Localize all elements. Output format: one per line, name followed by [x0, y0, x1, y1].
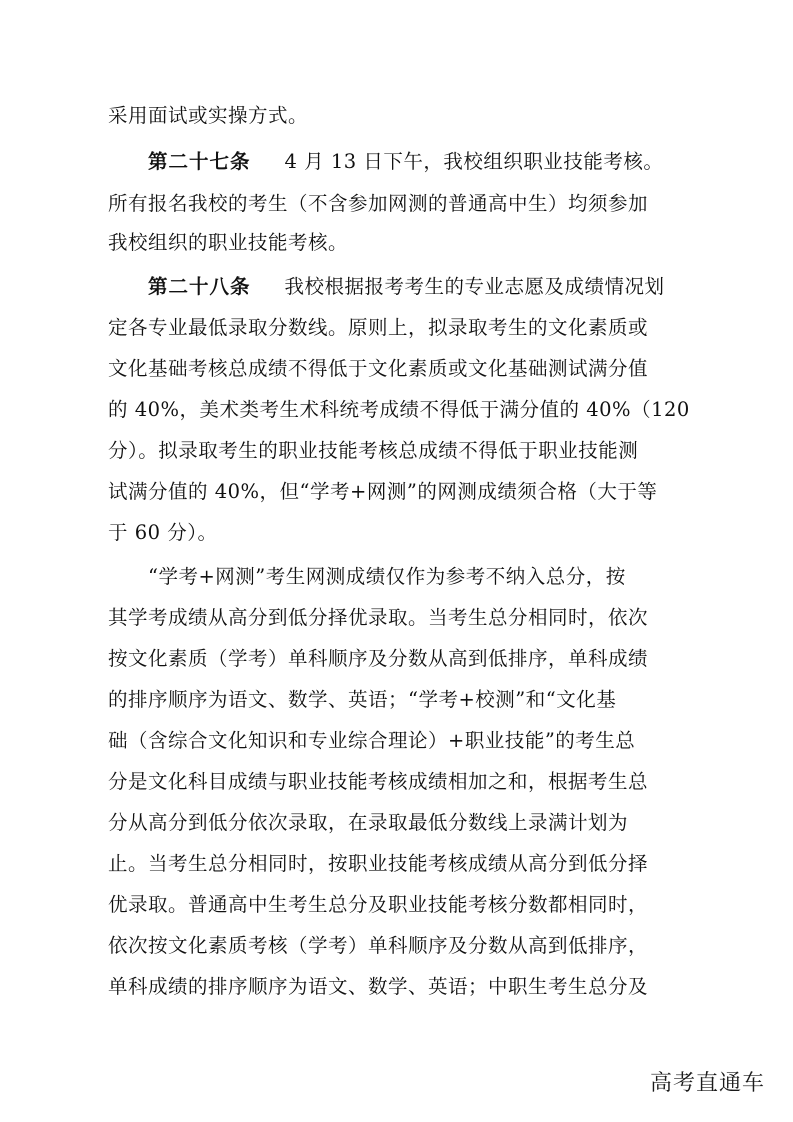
- text-line: 于 60 分）。: [108, 521, 218, 544]
- text-line: 的 40%，美术类考生术科统考成绩不得低于满分值的 40%（120: [108, 398, 690, 421]
- article-27-text: 4 月 13 日下午，我校组织职业技能考核。: [284, 150, 664, 173]
- text-line: 采用面试或实操方式。: [108, 104, 309, 127]
- text-line: 按文化素质（学考）单科顺序及分数从高到低排序，单科成绩: [108, 647, 649, 670]
- article-27-heading: 第二十七条: [148, 150, 251, 173]
- text-line: 的排序顺序为语文、数学、英语；“学考+校测”和“文化基: [108, 688, 617, 711]
- text-line: 止。当考生总分相同时，按职业技能考核成绩从高分到低分择: [108, 852, 649, 875]
- article-28-heading: 第二十八条: [148, 275, 251, 298]
- text-line: 试满分值的 40%，但“学考+网测”的网测成绩须合格（大于等: [108, 480, 658, 503]
- text-line: 文化基础考核总成绩不得低于文化素质或文化基础测试满分值: [108, 357, 649, 380]
- watermark-logo: 高考直通车: [649, 1071, 765, 1096]
- text-line: 所有报名我校的考生（不含参加网测的普通高中生）均须参加: [108, 192, 649, 215]
- text-line: 分是文化科目成绩与职业技能考核成绩相加之和，根据考生总: [108, 770, 649, 793]
- article-27-line: [148, 150, 663, 174]
- text-line: 我校组织的职业技能考核。: [108, 231, 349, 254]
- text-line: 分从高分到低分依次录取，在录取最低分数线上录满计划为: [108, 811, 629, 834]
- text-line: 优录取。普通高中生考生总分及职业技能考核分数都相同时，: [108, 893, 649, 916]
- text-line: 单科成绩的排序顺序为语文、数学、英语；中职生考生总分及: [108, 975, 649, 998]
- paragraph-first-line: “学考+网测”考生网测成绩仅作为参考不纳入总分，按: [148, 565, 626, 588]
- text-line: 分）。拟录取考生的职业技能考核总成绩不得低于职业技能测: [108, 439, 639, 462]
- text-line: 础（含综合文化知识和专业综合理论）+职业技能”的考生总: [108, 729, 636, 752]
- text-line: 依次按文化素质考核（学考）单科顺序及分数从高到低排序，: [108, 934, 649, 957]
- article-28-line: [148, 275, 665, 299]
- text-line: 定各专业最低录取分数线。原则上，拟录取考生的文化素质或: [108, 316, 649, 339]
- text-line: 其学考成绩从高分到低分择优录取。当考生总分相同时，依次: [108, 606, 649, 629]
- article-28-text: 我校根据报考考生的专业志愿及成绩情况划: [284, 275, 665, 298]
